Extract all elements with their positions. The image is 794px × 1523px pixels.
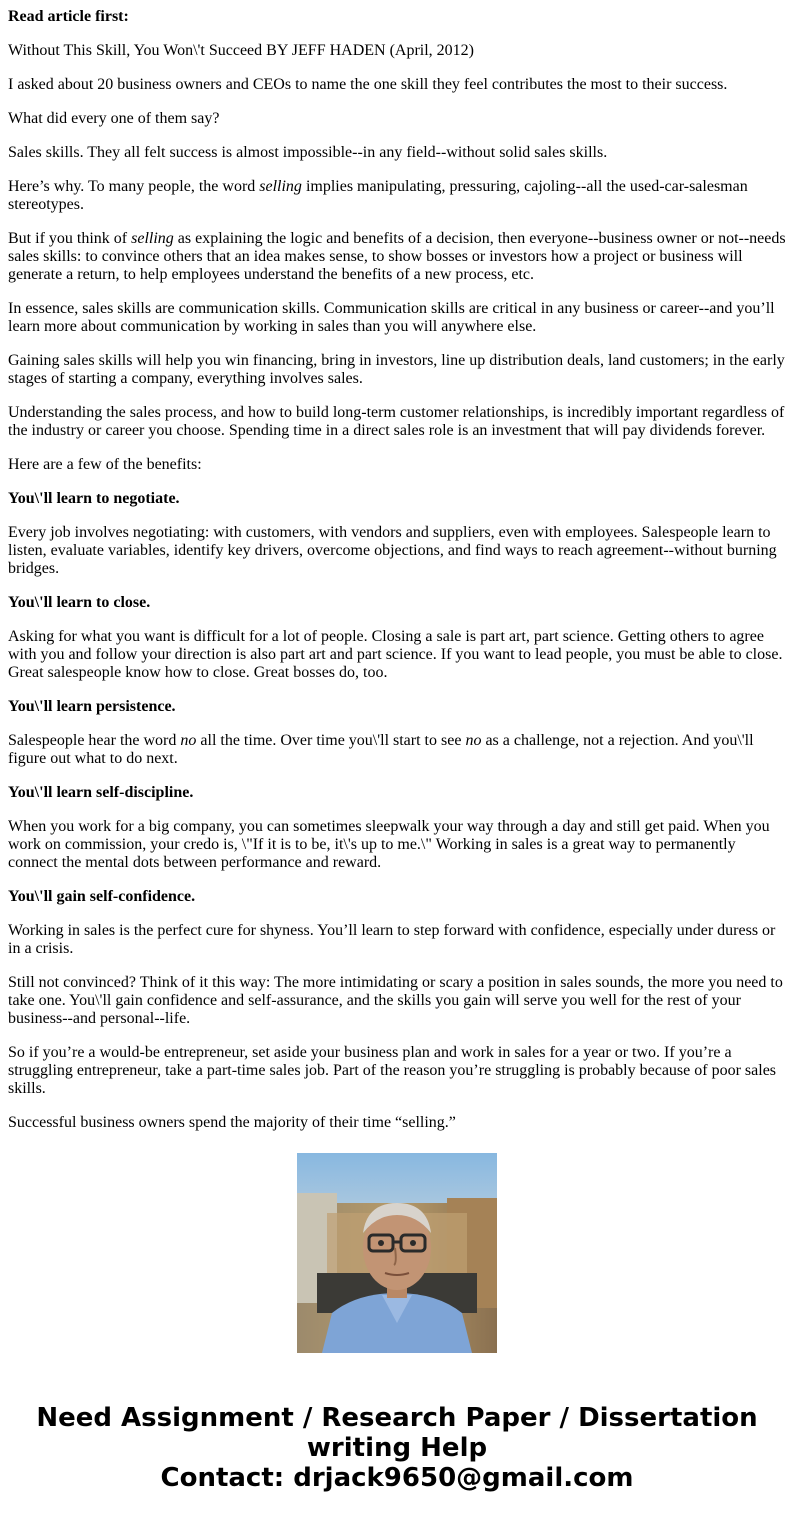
- section-heading: You\'ll learn to negotiate.: [8, 490, 180, 507]
- section-heading: You\'ll learn self-discipline.: [8, 784, 194, 801]
- paragraph: Sales skills. They all felt success is almost impossible--in any field--without solid sales skills.: [8, 144, 608, 161]
- paragraph: Gaining sales skills will help you win financing, bring in investors, line up distribution deals, land customers; in the early stages of starting a company, everything involves sales.: [8, 352, 785, 387]
- paragraph: Understanding the sales process, and how to build long-term customer relationships, is incredibly important regardless of the industry or career you choose. Spending time in a direct sales role is an investment that will pay dividends forever.: [8, 404, 785, 439]
- paragraph: So if you’re a would-be entrepreneur, set aside your business plan and work in sales for a year or two. If you’re a struggling entrepreneur, take a part-time sales job. Part of the reason you’re struggling is probably because of poor sales skills.: [8, 1044, 777, 1097]
- paragraph: Every job involves negotiating: with customers, with vendors and suppliers, even with employees. Salespeople learn to listen, evaluate variables, identify key drivers, overcome objections, and find ways to reach agreement--without burning bridges.: [8, 524, 777, 577]
- paragraph: Working in sales is the perfect cure for shyness. You’ll learn to step forward with confidence, especially under duress or in a crisis.: [8, 922, 776, 957]
- section-heading: You\'ll learn to close.: [8, 594, 151, 611]
- avatar-photo: [297, 1153, 497, 1353]
- section-heading: You\'ll gain self-confidence.: [8, 888, 196, 905]
- paragraph: Here’s why. To many people, the word selling implies manipulating, pressuring, cajoling--all the used-car-salesman stereotypes.: [8, 178, 748, 213]
- avatar: [297, 1153, 497, 1353]
- paragraph: Salespeople hear the word no all the time. Over time you\'ll start to see no as a challenge, not a rejection. And you\'ll figure out what to do next.: [8, 732, 754, 767]
- paragraph: When you work for a big company, you can sometimes sleepwalk your way through a day and still get paid. When you work on commission, your credo is, \"If it is to be, it\'s up to me.\" Working in sales is a great way to permanently connect the mental dots between performance and reward.: [8, 818, 770, 871]
- paragraph: Still not convinced? Think of it this way: The more intimidating or scary a position in sales sounds, the more you need to take one. You\'ll gain confidence and self-assurance, and the skills you gain will serve you well for the rest of your business--and personal--life.: [8, 974, 783, 1027]
- banner-line: Need Assignment / Research Paper / Dissertation: [36, 1403, 758, 1433]
- source-line: Without This Skill, You Won\'t Succeed BY JEFF HADEN (April, 2012): [8, 42, 475, 59]
- paragraph: Asking for what you want is difficult for a lot of people. Closing a sale is part art, part science. Getting others to agree with you and follow your direction is also part art and part science. If you want to lead people, you must be able to close. Great salespeople know how to close. Great bosses do, too.: [8, 628, 783, 681]
- section-heading: You\'ll learn persistence.: [8, 698, 176, 715]
- paragraph: Successful business owners spend the majority of their time “selling.”: [8, 1114, 456, 1131]
- paragraph: In essence, sales skills are communication skills. Communication skills are critical in any business or career--and you’ll learn more about communication by working in sales than you will anywhere else.: [8, 300, 775, 335]
- intro-label: Read article first:: [8, 8, 129, 25]
- contact-email: Contact: drjack9650@gmail.com: [160, 1463, 634, 1493]
- paragraph: Here are a few of the benefits:: [8, 456, 202, 473]
- banner-line: writing Help: [306, 1433, 488, 1463]
- paragraph: What did every one of them say?: [8, 110, 220, 127]
- contact-banner: [0, 1403, 794, 1493]
- paragraph: But if you think of selling as explaining the logic and benefits of a decision, then everyone--business owner or not--needs sales skills: to convince others that an idea makes sense, to show bosses or investors how a project or business will generate a return, to help employees understand the benefits of a new process, etc.: [8, 230, 786, 283]
- paragraph: I asked about 20 business owners and CEOs to name the one skill they feel contributes the most to their success.: [8, 76, 728, 93]
